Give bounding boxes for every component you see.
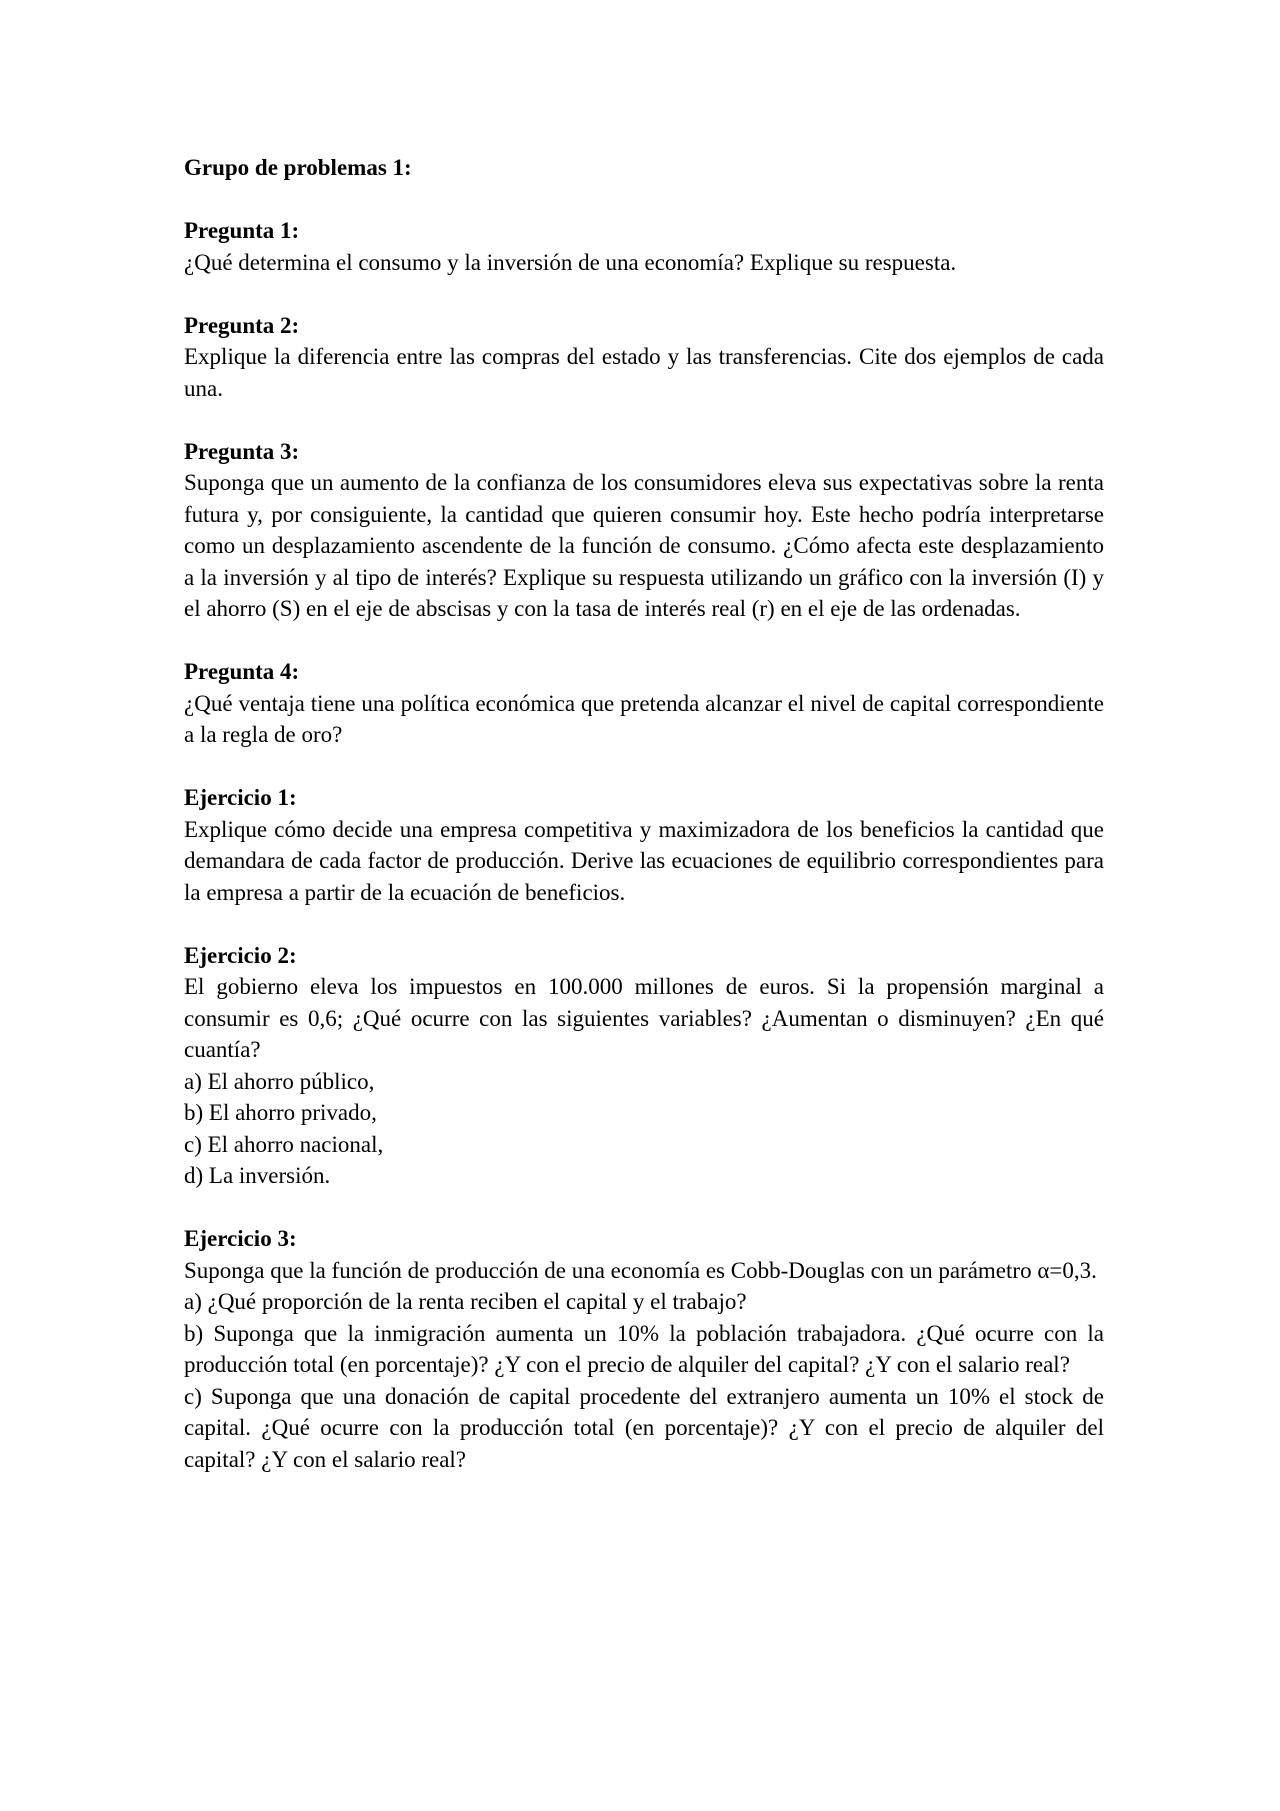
section-pregunta-2 bbox=[184, 310, 1104, 405]
section-paragraph: ¿Qué ventaja tiene una política económica que pretenda alcanzar el nivel de capital correspondiente a la regla de oro? bbox=[184, 690, 1104, 747]
document-title: Grupo de problemas 1: bbox=[184, 155, 412, 180]
list-item: b) El ahorro privado, bbox=[184, 1100, 377, 1125]
list-item: a) El ahorro público, bbox=[184, 1068, 375, 1094]
document-content bbox=[184, 152, 1104, 1507]
list-item: b) Suponga que la inmigración aumenta un 10% la población trabajadora. ¿Qué ocurre con la producción total (en porcentaje)? ¿Y con el precio de alquiler del capital? ¿Y con el salario real? bbox=[184, 1320, 1104, 1377]
section-paragraph: ¿Qué determina el consumo y la inversión de una economía? Explique su respuesta. bbox=[184, 249, 957, 275]
section-paragraph: Suponga que un aumento de la confianza de los consumidores eleva sus expectativas sobre la renta futura y, por consiguiente, la cantidad que quieren consumir hoy. Este hecho podría interpretarse como un desplazamiento ascendente de la función de consumo. ¿Cómo afecta este desplazamiento a la inversión y al tipo de interés? Explique su respuesta utilizando un gráfico con la inversión (I) y el ahorro (S) en el eje de abscisas y con la tasa de interés real (r) en el eje de las ordenadas. bbox=[184, 470, 1104, 621]
section-heading: Pregunta 4: bbox=[184, 659, 300, 684]
section-ejercicio-1 bbox=[184, 782, 1104, 908]
list-item: c) El ahorro nacional, bbox=[184, 1131, 384, 1157]
section-heading: Ejercicio 3: bbox=[184, 1226, 297, 1251]
section-pregunta-1 bbox=[184, 215, 1104, 278]
list-item: d) La inversión. bbox=[184, 1163, 331, 1188]
section-paragraph: El gobierno eleva los impuestos en 100.000 millones de euros. Si la propensión marginal a consumir es 0,6; ¿Qué ocurre con las siguientes variables? ¿Aumentan o disminuyen? ¿En qué cuantía? bbox=[184, 974, 1104, 1062]
section-heading: Pregunta 1: bbox=[184, 218, 300, 243]
list-item: a) ¿Qué proporción de la renta reciben el capital y el trabajo? bbox=[184, 1289, 747, 1314]
section-heading: Ejercicio 1: bbox=[184, 785, 297, 810]
section-heading: Ejercicio 2: bbox=[184, 942, 297, 968]
section-heading: Pregunta 2: bbox=[184, 312, 300, 338]
section-heading: Pregunta 3: bbox=[184, 438, 300, 464]
section-paragraph: Explique cómo decide una empresa competitiva y maximizadora de los beneficios la cantidad que demandara de cada factor de producción. Derive las ecuaciones de equilibrio correspondientes para la empresa a partir de la ecuación de beneficios. bbox=[184, 816, 1104, 905]
section-pregunta-4 bbox=[184, 656, 1104, 751]
section-paragraph: Explique la diferencia entre las compras del estado y las transferencias. Cite dos ejemplos de cada una. bbox=[184, 344, 1104, 401]
list-item: c) Suponga que una donación de capital procedente del extranjero aumenta un 10% el stock de capital. ¿Qué ocurre con la producción total (en porcentaje)? ¿Y con el precio de alquiler del capital? ¿Y con el salario real? bbox=[184, 1383, 1104, 1472]
section-paragraph: Suponga que la función de producción de una economía es Cobb-Douglas con un parámetro α=0,3. bbox=[184, 1257, 1097, 1283]
section-ejercicio-2 bbox=[184, 940, 1104, 1192]
section-pregunta-3 bbox=[184, 436, 1104, 625]
section-ejercicio-3 bbox=[184, 1223, 1104, 1475]
